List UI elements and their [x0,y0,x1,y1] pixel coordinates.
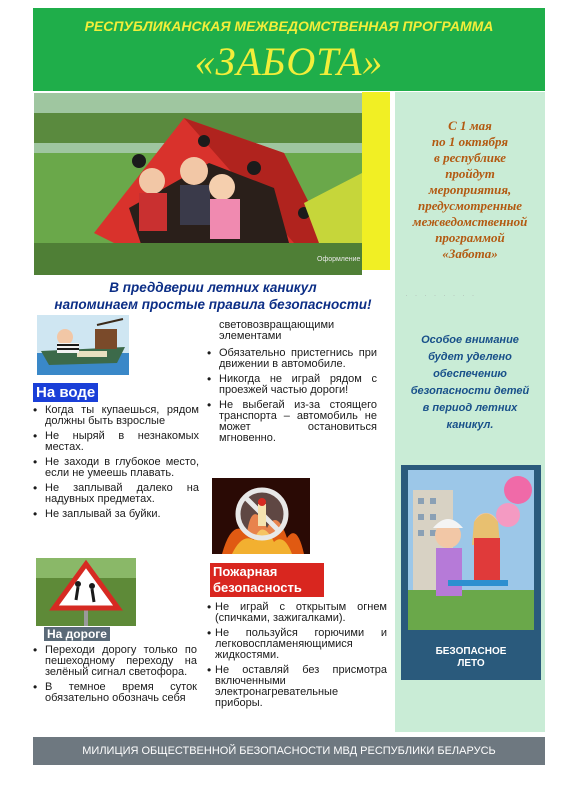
panel-decorative-dots: · · · · · · · · [405,290,477,300]
rule-item: • В темное время суток обязательно обозначь себя [33,682,197,704]
panel-line: межведомственной [412,214,528,229]
rule-item: • Не оставляй без присмотра включенными электронагревательные приборы. [207,665,387,709]
boat-illustration [37,315,129,375]
road-rules [33,645,197,708]
panel-line: Особое внимание [421,334,519,346]
program-name: «ЗАБОТА» [194,39,384,84]
panel-photo-girls [408,470,534,630]
rule-item: • Переходи дорогу только по пешеходному переходу на зелёный сигнал светофора. [33,645,197,678]
panel-line: безопасности детей [410,385,530,397]
caption-line: ЛЕТО [457,658,485,669]
panel-line: программой [435,230,505,245]
panel-line: С 1 мая [448,118,492,133]
rule-item: • Не пользуйся горючими и легковоспламеняющимися жидкостями. [207,628,387,661]
panel-line: предусмотренные [417,198,522,213]
road-sign-illustration [36,558,136,626]
header-banner [33,8,545,91]
rule-item: • Когда ты купаешься, рядом должны быть взрослые [33,405,199,427]
no-fire-illustration [212,478,310,554]
panel-line: будет уделено [428,351,512,363]
rule-item: • Не выбегай из-за стоящего транспорта – автомобиль не может остановиться мгновенно. [207,400,377,444]
section-title-fire: Пожарная безопасность [210,563,324,597]
yellow-stripe [362,92,390,270]
panel-line: «Забота» [442,246,498,261]
intro-line: напоминаем простые правила безопасности! [54,297,372,312]
panel-line: по 1 октября [431,134,509,149]
panel-line: обеспечению [433,368,507,380]
rule-continuation: световозвращающими элементами [219,319,335,342]
rule-item: • Никогда не играй рядом с проезжей частью дороги! [207,374,377,396]
panel-line: в период летних [422,402,518,414]
program-line: РЕСПУБЛИКАНСКАЯ МЕЖВЕДОМСТВЕННАЯ ПРОГРАММА [84,18,494,34]
panel-line: мероприятия, [428,182,512,197]
fire-rules [207,602,387,713]
panel-line: пройдут [445,166,495,181]
panel-announcement [398,118,542,262]
panel-photo-caption [401,646,541,670]
footer-ministry: МИЛИЦИЯ ОБЩЕСТВЕННОЙ БЕЗОПАСНОСТИ МВД РЕСПУБЛИКИ БЕЛАРУСЬ [33,737,545,765]
panel-line: каникул. [446,419,494,431]
rule-item: • Обязательно пристегнись при движении в автомобиле. [207,348,377,370]
rule-item: • Не заплывай за буйки. [33,509,199,520]
caption-line: БЕЗОПАСНОЕ [435,646,507,657]
rule-item: • Не заплывай далеко на надувных предметах. [33,483,199,505]
intro-line: В преддверии летних каникул [109,280,317,295]
panel-special-attention [400,332,540,434]
panel-line: в республике [434,150,506,165]
section-title-road: На дороге [44,627,110,641]
water-rules [33,405,199,524]
road-rules-continued [207,320,377,448]
main-photo-tent [34,93,362,275]
rule-item: • Не ныряй в незнакомых местах. [33,431,199,453]
rule-item: • Не играй с открытым огнем (спичками, зажигалками). [207,602,387,624]
section-title-water: На воде [33,383,98,402]
intro-heading [34,279,392,313]
photo-watermark: Оформление [317,256,361,263]
rule-item: • Не заходи в глубокое место, если не умеешь плавать. [33,457,199,479]
